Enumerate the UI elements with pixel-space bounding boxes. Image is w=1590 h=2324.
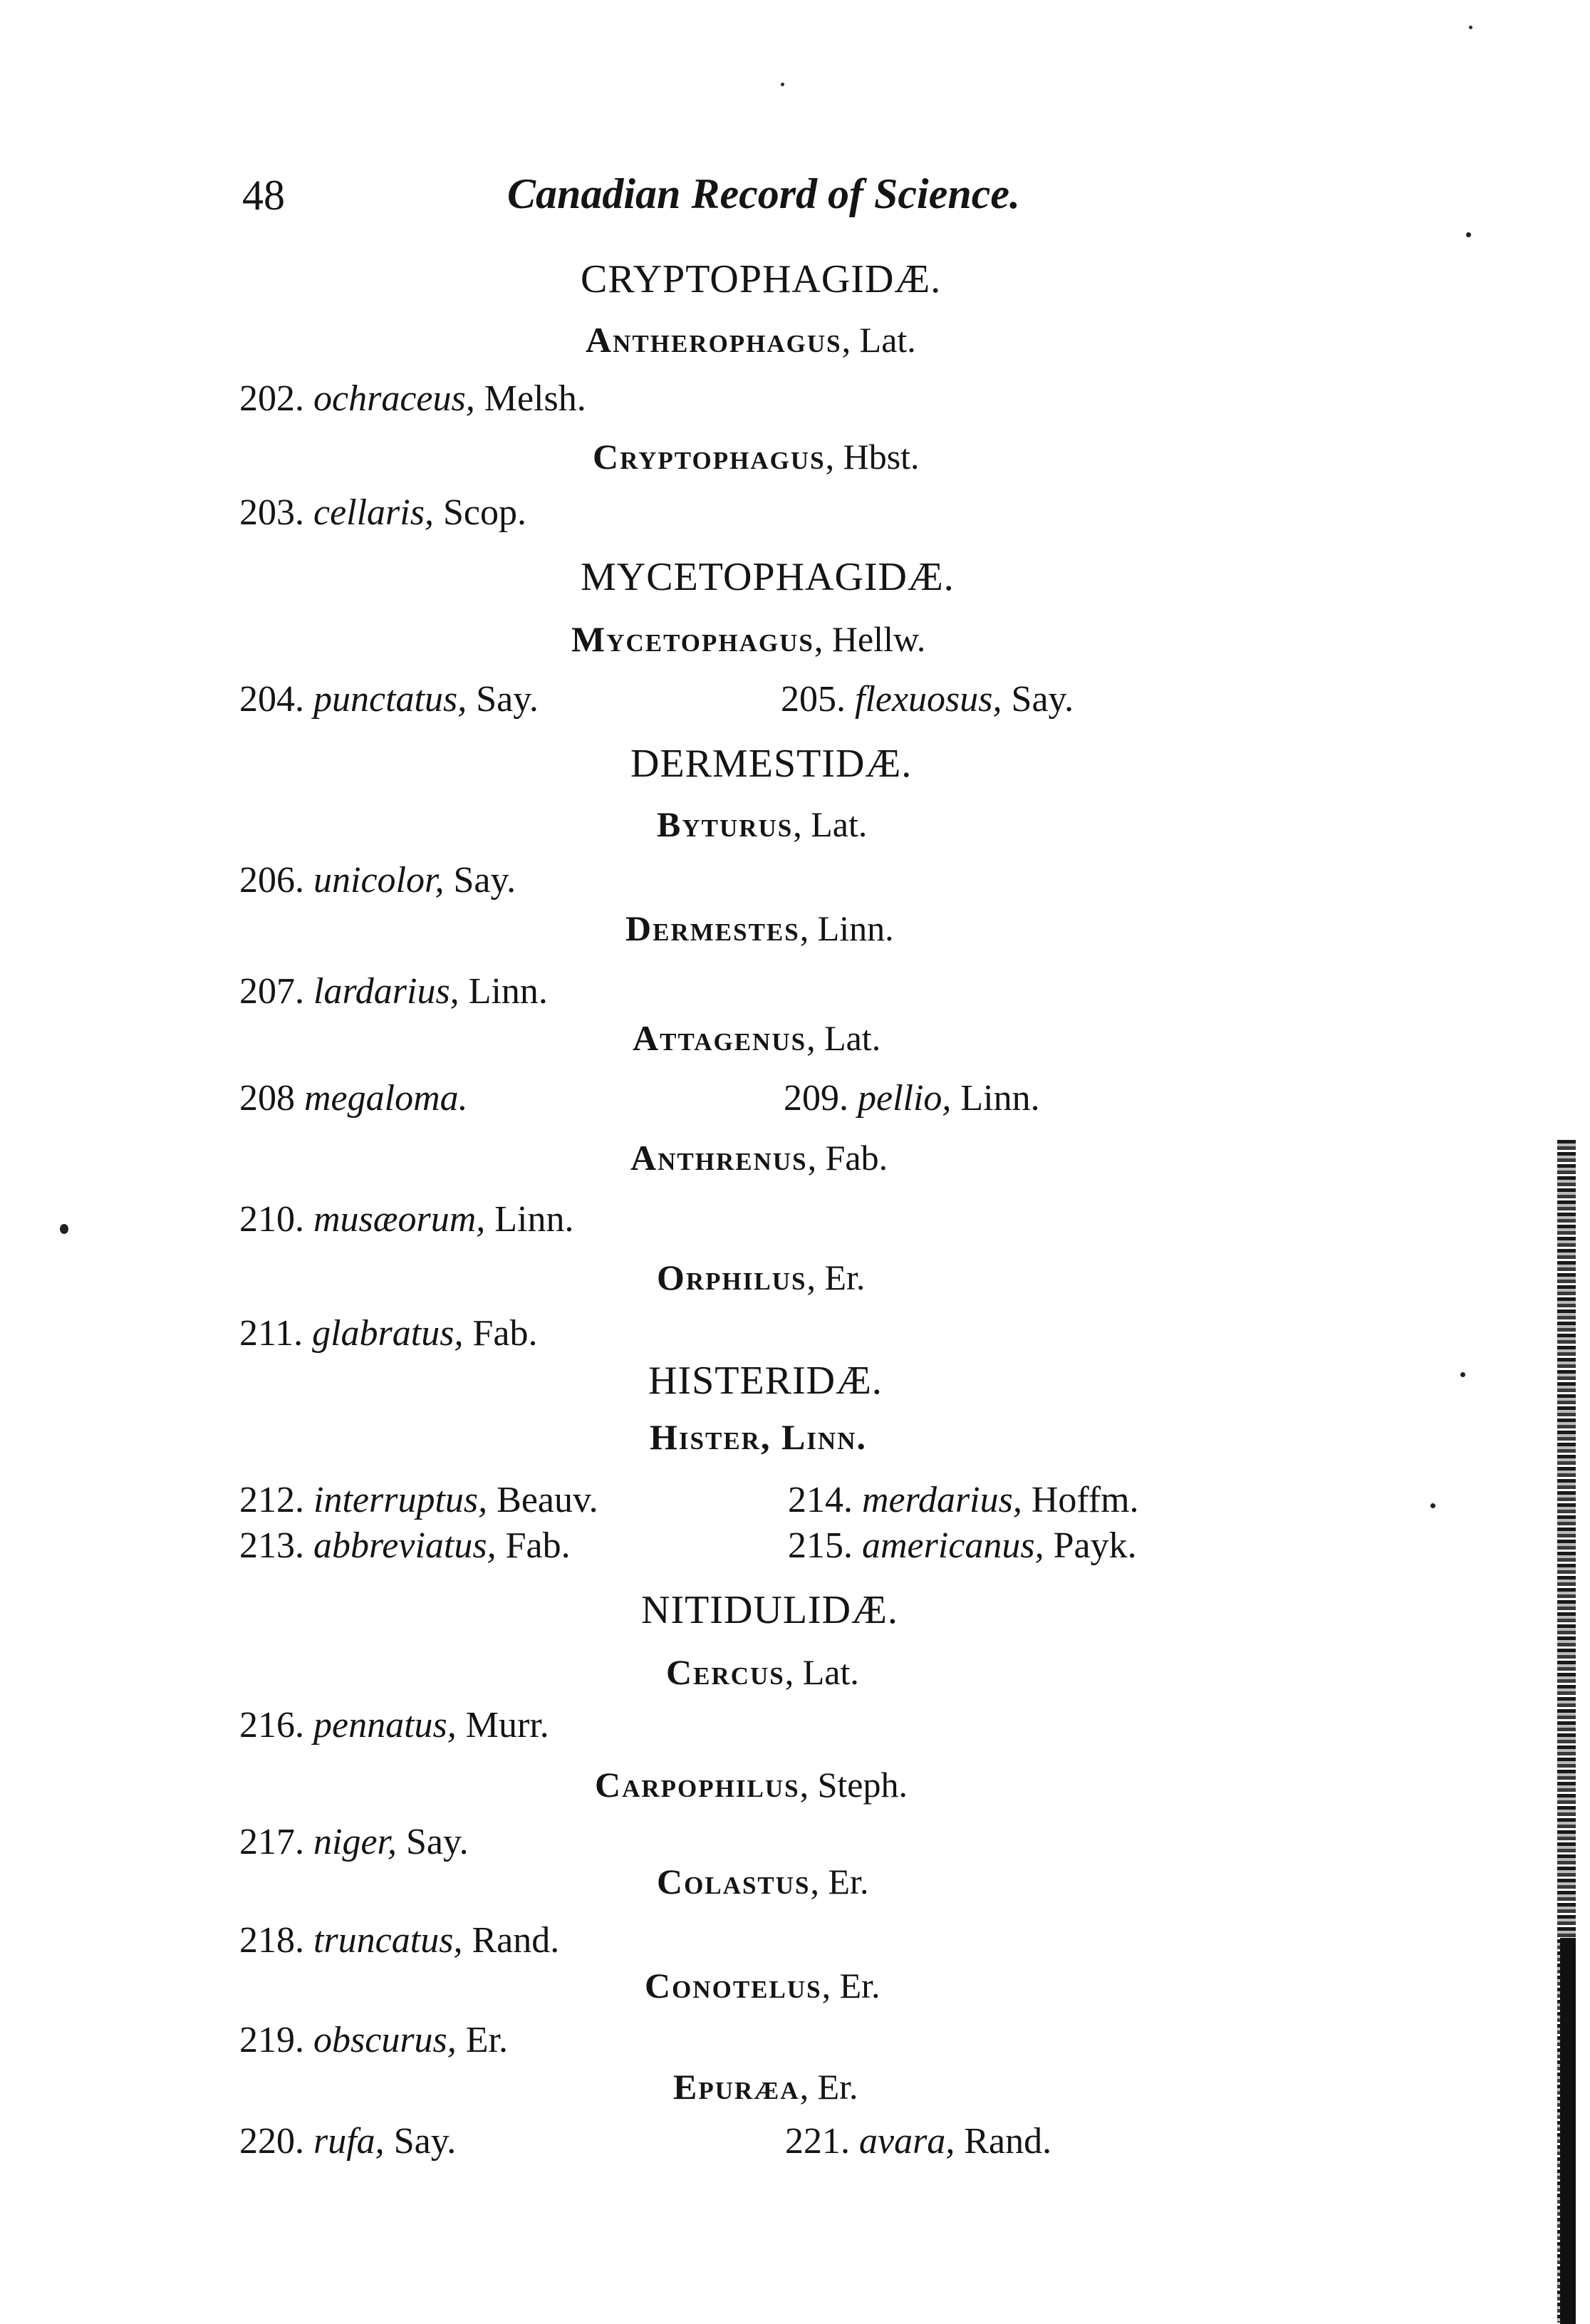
entry-number: 219. bbox=[239, 2020, 304, 2060]
species-author: Beauv. bbox=[487, 1480, 598, 1520]
genus-heading bbox=[625, 908, 894, 949]
species-entry bbox=[239, 1525, 571, 1567]
species-entry bbox=[239, 859, 516, 901]
genus-heading bbox=[666, 1651, 859, 1693]
genus-name: Conotelus bbox=[645, 1966, 822, 2006]
genus-heading bbox=[593, 436, 920, 477]
genus-name: Epuræa bbox=[673, 2067, 800, 2107]
species-author: Hoffm. bbox=[1022, 1480, 1139, 1520]
species-entry bbox=[239, 1919, 559, 1961]
entry-number: 202. bbox=[239, 378, 304, 419]
species-name: glabratus, bbox=[312, 1313, 464, 1354]
genus-heading bbox=[650, 1416, 867, 1458]
species-name: rufa, bbox=[313, 2121, 385, 2162]
entry-number: 217. bbox=[239, 1822, 304, 1862]
species-name: avara, bbox=[859, 2121, 955, 2162]
genus-name: Hister, Linn. bbox=[650, 1417, 867, 1457]
entry-number: 221. bbox=[785, 2121, 850, 2162]
genus-name: Cercus bbox=[666, 1652, 785, 1692]
species-entry bbox=[239, 1077, 468, 1119]
genus-name: Byturus bbox=[657, 804, 794, 844]
species-entry bbox=[239, 1821, 469, 1863]
species-name: truncatus, bbox=[313, 1920, 463, 1961]
genus-author: , Lat. bbox=[806, 1018, 881, 1058]
genus-author: , Er. bbox=[799, 2067, 858, 2107]
genus-author: , Er. bbox=[806, 1257, 866, 1297]
genus-name: Carpophilus bbox=[595, 1765, 800, 1805]
genus-name: Antherophagus bbox=[586, 320, 842, 360]
genus-author: , Lat. bbox=[841, 320, 916, 360]
genus-name: Colastus bbox=[657, 1862, 811, 1902]
entry-number: 205. bbox=[781, 679, 846, 720]
species-name: obscurus, bbox=[313, 2020, 457, 2060]
genus-heading bbox=[586, 319, 916, 360]
entry-number: 215. bbox=[788, 1525, 853, 1566]
species-name: megaloma. bbox=[304, 1078, 468, 1119]
species-entry bbox=[781, 678, 1074, 720]
speck bbox=[1469, 26, 1472, 29]
species-author: Say. bbox=[444, 860, 516, 901]
genus-name: Orphilus bbox=[657, 1257, 807, 1297]
family-heading: MYCETOPHAGIDÆ. bbox=[581, 555, 955, 599]
entry-number: 214. bbox=[788, 1480, 853, 1520]
journal-title: Canadian Record of Science. bbox=[507, 170, 1020, 217]
speck bbox=[781, 83, 784, 86]
species-name: punctatus, bbox=[313, 679, 467, 720]
entry-number: 211. bbox=[239, 1313, 303, 1354]
entry-number: 216. bbox=[239, 1705, 304, 1745]
entry-number: 206. bbox=[239, 860, 304, 901]
species-author: Say. bbox=[1002, 679, 1074, 720]
species-author: Fab. bbox=[496, 1525, 571, 1566]
species-author: Er. bbox=[456, 2020, 509, 2060]
species-entry bbox=[239, 492, 526, 534]
species-name: flexuosus, bbox=[855, 679, 1002, 720]
page-number: 48 bbox=[242, 172, 285, 219]
species-entry bbox=[239, 1198, 573, 1240]
entry-number: 213. bbox=[239, 1525, 304, 1566]
family-heading: NITIDULIDÆ. bbox=[641, 1588, 898, 1632]
genus-heading bbox=[595, 1764, 908, 1805]
entry-number: 203. bbox=[239, 492, 304, 533]
species-entry bbox=[239, 1479, 598, 1521]
genus-name: Anthrenus bbox=[630, 1138, 808, 1178]
genus-heading bbox=[645, 1965, 880, 2006]
genus-heading bbox=[630, 1137, 888, 1178]
species-author: Say. bbox=[384, 2121, 457, 2162]
page-edge-solid bbox=[1560, 1938, 1576, 2324]
genus-author: , Er. bbox=[810, 1862, 869, 1902]
species-author: Say. bbox=[467, 679, 539, 720]
entry-number: 212. bbox=[239, 1480, 304, 1520]
species-name: unicolor, bbox=[313, 860, 445, 901]
species-name: pennatus, bbox=[313, 1705, 457, 1745]
species-name: cellaris, bbox=[313, 492, 434, 533]
genus-name: Mycetophagus bbox=[571, 619, 814, 659]
species-author: Melsh. bbox=[474, 378, 586, 419]
species-entry bbox=[239, 1312, 537, 1354]
speck bbox=[1466, 232, 1471, 237]
genus-name: Attagenus bbox=[633, 1018, 807, 1058]
genus-author: , Steph. bbox=[799, 1765, 908, 1805]
species-entry bbox=[239, 2120, 456, 2162]
species-author: Linn. bbox=[951, 1078, 1040, 1119]
species-entry bbox=[239, 378, 586, 420]
genus-author: , Fab. bbox=[807, 1138, 888, 1178]
genus-heading bbox=[657, 1257, 865, 1298]
speck bbox=[1460, 1372, 1465, 1377]
species-author: Say. bbox=[397, 1822, 469, 1862]
genus-author: , Lat. bbox=[793, 804, 868, 844]
genus-author: , Hellw. bbox=[814, 619, 926, 659]
entry-number: 209. bbox=[784, 1078, 848, 1119]
speck bbox=[1430, 1503, 1435, 1508]
entry-number: 220. bbox=[239, 2121, 304, 2162]
entry-number: 208 bbox=[239, 1078, 295, 1119]
species-author: Rand. bbox=[955, 2121, 1052, 2162]
genus-author: , Linn. bbox=[799, 908, 894, 948]
genus-author: , Hbst. bbox=[825, 437, 920, 477]
species-author: Linn. bbox=[485, 1199, 574, 1240]
species-name: musæorum, bbox=[313, 1199, 486, 1240]
entry-number: 218. bbox=[239, 1920, 304, 1961]
genus-author: , Er. bbox=[821, 1966, 880, 2006]
species-entry bbox=[239, 678, 539, 720]
species-name: americanus, bbox=[862, 1525, 1044, 1566]
genus-heading bbox=[657, 804, 867, 845]
species-author: Rand. bbox=[462, 1920, 560, 1961]
species-entry bbox=[239, 1704, 549, 1746]
species-entry bbox=[239, 2019, 508, 2061]
genus-name: Dermestes bbox=[625, 908, 800, 948]
family-heading: HISTERIDÆ. bbox=[648, 1359, 883, 1403]
species-entry bbox=[239, 970, 548, 1012]
species-name: ochraceus, bbox=[313, 378, 475, 419]
species-author: Murr. bbox=[456, 1705, 549, 1745]
species-name: interruptus, bbox=[313, 1480, 488, 1520]
genus-heading bbox=[673, 2066, 858, 2107]
genus-author: , Lat. bbox=[784, 1652, 859, 1692]
species-entry bbox=[784, 1077, 1040, 1119]
species-entry bbox=[788, 1525, 1137, 1567]
entry-number: 204. bbox=[239, 679, 304, 720]
species-author: Fab. bbox=[463, 1313, 538, 1354]
species-name: abbreviatus, bbox=[313, 1525, 497, 1566]
species-entry bbox=[788, 1479, 1139, 1521]
genus-name: Cryptophagus bbox=[593, 437, 826, 477]
species-name: lardarius, bbox=[313, 971, 459, 1012]
species-name: merdarius, bbox=[862, 1480, 1022, 1520]
species-name: niger, bbox=[313, 1822, 397, 1862]
entry-number: 210. bbox=[239, 1199, 304, 1240]
species-author: Scop. bbox=[433, 492, 526, 533]
family-heading: CRYPTOPHAGIDÆ. bbox=[581, 257, 942, 301]
speck bbox=[60, 1224, 68, 1234]
entry-number: 207. bbox=[239, 971, 304, 1012]
species-author: Payk. bbox=[1044, 1525, 1137, 1566]
species-name: pellio, bbox=[858, 1078, 952, 1119]
species-author: Linn. bbox=[459, 971, 548, 1012]
genus-heading bbox=[633, 1017, 880, 1059]
genus-heading bbox=[571, 618, 925, 660]
family-heading: DERMESTIDÆ. bbox=[630, 742, 913, 786]
species-entry bbox=[785, 2120, 1051, 2162]
genus-heading bbox=[657, 1861, 868, 1902]
